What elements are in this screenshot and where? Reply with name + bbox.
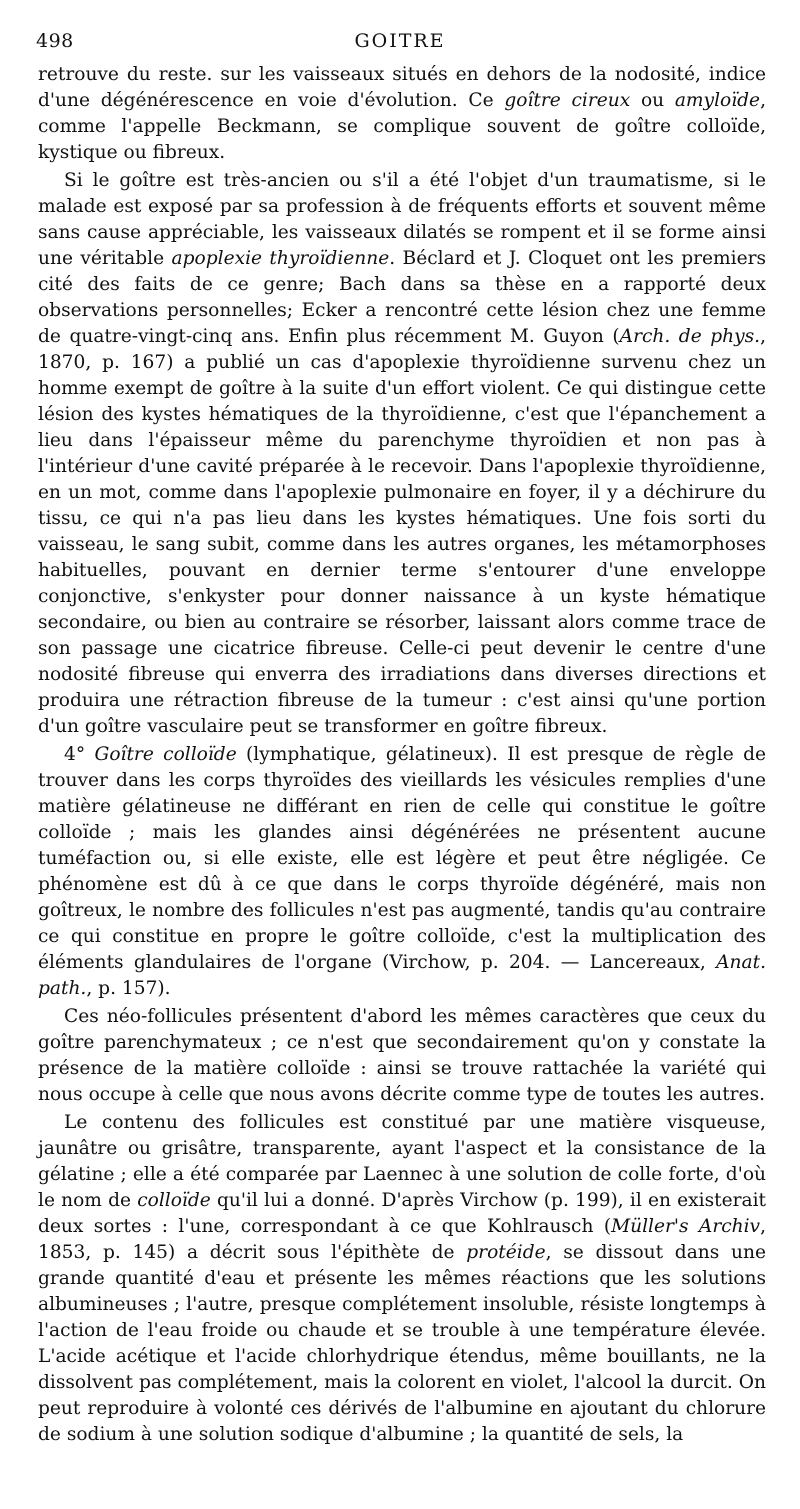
italic-text: protéide <box>466 1242 546 1263</box>
text-run: . Béclard et J. Cloquet ont les premiers cité des faits de ce genre; Bach dans sa thèse en a rapporté deux observations personnelles; Ecker a rencontré cette lésion chez une femme de quatre-vingt-cinq ans. Enfin plus récemment M. Guyon ( <box>38 248 767 347</box>
italic-text: Goître colloïde <box>94 744 237 765</box>
text-run: Ces néo-follicules présentent d'abord les mêmes caractères que ceux du goître parenchymateux ; ce n'est que secondairement qu'on y constate la présence de la matière colloïde : ainsi se trouve rattachée la variété qui nous occupe à celle que nous avons décrite comme type de toutes les autres. <box>38 1006 766 1105</box>
text-run: Le contenu des follicules est constitué par une matière visqueuse, jaunâtre ou grisâtre, transparente, ayant l'aspect et la consistance de la gélatine ; elle a été comparée par Laennec à une solution de colle forte, d'où le nom de <box>38 1112 766 1211</box>
italic-text: colloïde <box>137 1190 211 1211</box>
paragraph <box>38 1004 766 1108</box>
paragraph <box>38 62 766 166</box>
text-run: 4° <box>64 744 95 765</box>
text-run: , se dissout dans une grande quantité d'eau et présente les mêmes réactions que les solutions albumineuses ; l'autre, presque complétement insoluble, résiste longtemps à l'action de l'eau froide ou chaude et se trouble à une température élevée. L'acide acétique et l'acide chlorhydrique étendus, même bouillants, ne la dissolvent pas complétement, mais la colorent en violet, l'alcool la durcit. On peut reproduire à volonté ces dérivés de l'albumine en ajoutant du chlorure de sodium à une solution sodique d'albumine ; la quantité de sels, la <box>38 1242 766 1445</box>
page-header <box>36 30 764 54</box>
text-run: retrouve du reste. sur les vaisseaux situés en dehors de la nodosité, indice d'une dégénérescence en voie d'évolution. Ce <box>38 64 766 111</box>
text-run: Si le goître est très-ancien ou s'il a été l'objet d'un traumatisme, si le malade est exposé par sa profession à de fréquents efforts et souvent même sans cause appréciable, les vaisseaux dilatés se rompent et il se forme ainsi une véritable <box>38 170 766 269</box>
body-text <box>38 62 766 1448</box>
italic-text: goître cireux <box>504 90 631 111</box>
paragraph <box>38 168 766 740</box>
text-run: , 1870, p. 167) a publié un cas d'apoplexie thyroïdienne survenu chez un homme exempt de goître à la suite d'un effort violent. Ce qui distingue cette lésion des kystes hématiques de la thyroïdienne, c'est que l'épanchement a lieu dans l'épaisseur même du parenchyme thyroïdien et non pas à l'intérieur d'une cavité préparée à le recevoir. Dans l'apoplexie thyroïdienne, en un mot, comme dans l'apoplexie pulmonaire en foyer, il y a déchirure du tissu, ce qui n'a pas lieu dans les kystes hématiques. Une fois sorti du vaisseau, le sang subit, comme dans les autres organes, les métamorphoses habituelles, pouvant en dernier terme s'entourer d'une enveloppe conjonctive, s'enkyster pour donner naissance à un kyste hématique secondaire, ou bien au contraire se résorber, laissant alors comme trace de son passage une cicatrice fibreuse. Celle-ci peut devenir le centre d'une nodosité fibreuse qui enverra des irradiations dans diverses directions et produira une rétraction fibreuse de la tumeur : c'est ainsi qu'une portion d'un goître vasculaire peut se transformer en goître fibreux. <box>38 326 767 737</box>
italic-text: apoplexie thyroïdienne <box>171 248 390 269</box>
italic-text: Arch. de phys. <box>619 326 761 347</box>
text-run: , 1853, p. 145) a décrit sous l'épithète de <box>38 1216 766 1263</box>
text-run: , p. 157). <box>86 978 171 999</box>
italic-text: Anat. path. <box>38 952 766 999</box>
text-run: (lymphatique, gélatineux). Il est presque de règle de trouver dans les corps thyroïdes des vieillards les vésicules remplies d'une matière gélatineuse ne différant en rien de celle qui constitue le goître colloïde ; mais les glandes ainsi dégénérées ne présentent aucune tuméfaction ou, si elle existe, elle est légère et peut être négligée. Ce phénomène est dû à ce que dans le corps thyroïde dégénéré, mais non goîtreux, le nombre des follicules n'est pas augmenté, tandis qu'au contraire ce qui constitue en propre le goître colloïde, c'est la multiplication des éléments glandulaires de l'organe (Virchow, p. 204. — Lancereaux, <box>38 744 766 973</box>
text-run: ou <box>630 90 675 111</box>
italic-text: Müller's Archiv <box>611 1216 761 1237</box>
italic-text: amyloïde <box>674 90 761 111</box>
running-title: GOITRE <box>354 30 446 52</box>
paragraph <box>38 1110 766 1448</box>
page-number: 498 <box>36 30 74 52</box>
text-run: qu'il lui a donné. D'après Virchow (p. 199), il en existerait deux sortes : l'une, correspondant à ce que Kohlrausch ( <box>38 1190 766 1237</box>
paragraph <box>38 742 766 1002</box>
text-run: , comme l'appelle Beckmann, se complique souvent de goître colloïde, kystique ou fibreux. <box>38 90 766 163</box>
